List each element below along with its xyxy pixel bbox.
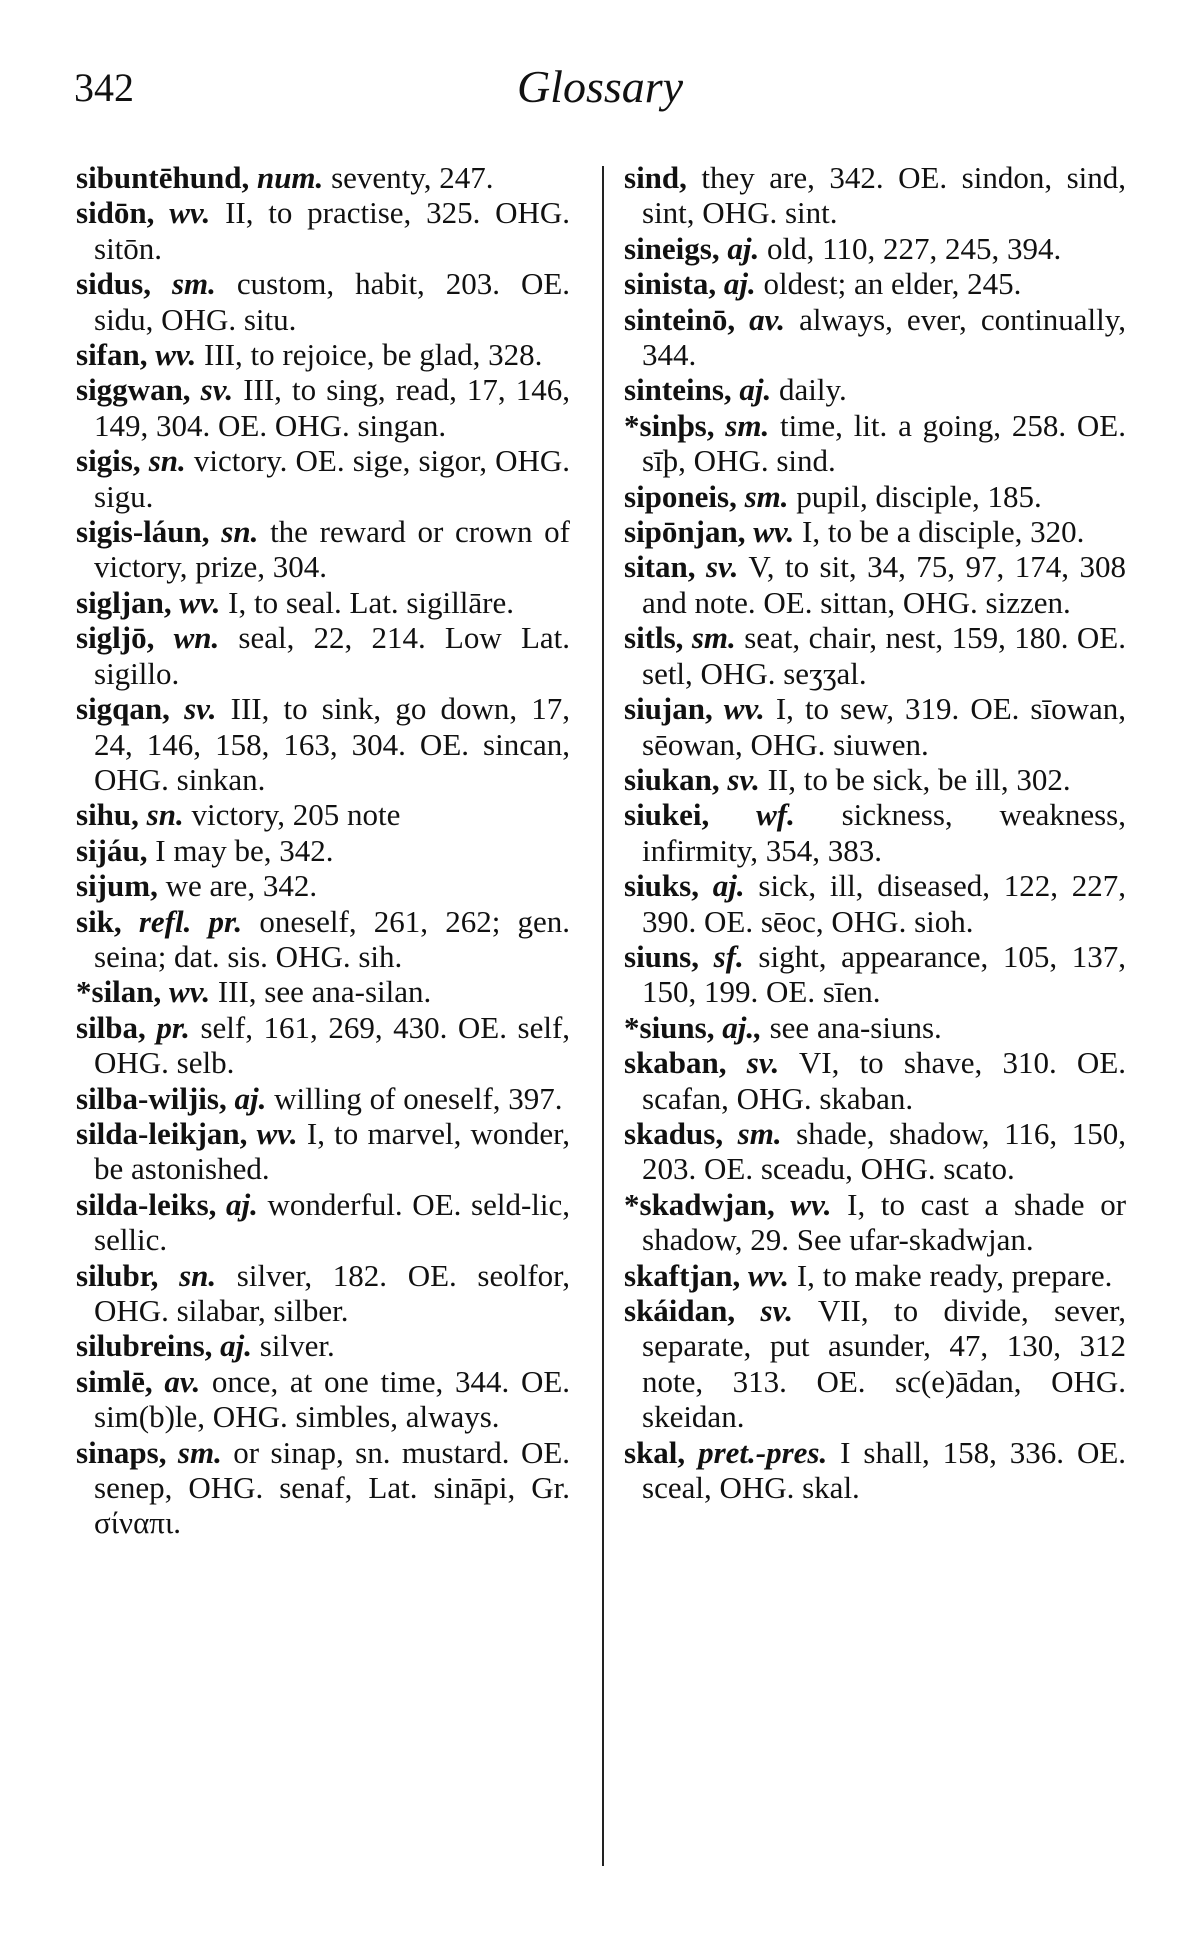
glossary-entry: [624, 408, 1126, 479]
entry-definition: pupil, disciple, 185.: [796, 478, 1042, 514]
entry-definition: V, to sit, 34, 75, 97, 174, 308 and note. OE. sittan, OHG. sizzen.: [642, 549, 1126, 620]
glossary-entry: [624, 372, 1126, 407]
entry-grammar: aj.: [234, 1080, 267, 1116]
glossary-entry: [624, 1187, 1126, 1258]
glossary-entry: [624, 868, 1126, 939]
entry-headword: sifan,: [76, 337, 148, 373]
entry-definition: II, to be sick, be ill, 302.: [767, 761, 1071, 797]
glossary-entry: [76, 195, 570, 266]
glossary-entry: [76, 691, 570, 797]
glossary-entry: [624, 549, 1126, 620]
entry-headword: skadus,: [624, 1115, 724, 1151]
entry-headword: sineigs,: [624, 230, 720, 266]
entry-definition: willing of oneself, 397.: [274, 1080, 563, 1116]
entry-headword: silba-wiljis,: [76, 1080, 227, 1116]
entry-definition: I, to seal. Lat. sigillāre.: [228, 584, 514, 620]
entry-grammar: wv.: [753, 514, 795, 550]
entry-definition: seal, 22, 214. Low Lat. sigillo.: [94, 620, 570, 691]
entry-grammar: wv.: [169, 195, 211, 231]
entry-grammar: sm.: [171, 266, 216, 302]
entry-headword: *skadwjan,: [624, 1186, 775, 1222]
glossary-entry: [624, 1258, 1126, 1293]
entry-grammar: sm.: [177, 1434, 222, 1470]
entry-headword: sinaps,: [76, 1434, 167, 1470]
entry-definition: they are, 342. OE. sindon, sind, sint, OHG. sint.: [642, 160, 1127, 231]
entry-grammar: sn.: [179, 1257, 217, 1293]
entry-grammar: num.: [256, 160, 324, 195]
entry-definition: silver, 182. OE. seolfor, OHG. silabar, silber.: [94, 1257, 570, 1328]
entry-grammar: sv.: [760, 1293, 793, 1328]
entry-definition: III, to sink, go down, 17, 24, 146, 158, 163, 304. OE. sincan, OHG. sinkan.: [94, 691, 570, 797]
entry-grammar: sf.: [713, 938, 744, 974]
glossary-entry: [624, 1435, 1126, 1506]
entry-definition: III, to sing, read, 17, 146, 149, 304. OE. OHG. singan.: [94, 372, 570, 443]
entry-headword: silda-leiks,: [76, 1186, 217, 1222]
entry-headword: simlē,: [76, 1363, 153, 1399]
entry-definition: seat, chair, nest, 159, 180. OE. setl, OHG. seʒʒal.: [642, 620, 1126, 691]
glossary-entry: [624, 1045, 1126, 1116]
entry-grammar: av.: [164, 1363, 201, 1399]
entry-headword: sitls,: [624, 620, 684, 656]
entry-definition: once, at one time, 344. OE. sim(b)le, OHG. simbles, always.: [94, 1363, 571, 1435]
entry-headword: sinteinō,: [624, 301, 736, 337]
entry-headword: siuks,: [624, 868, 699, 904]
entry-grammar: av.: [749, 301, 786, 337]
glossary-entry: [624, 302, 1126, 373]
entry-headword: skaban,: [624, 1045, 727, 1081]
entry-definition: II, to practise, 325. OHG. sitōn.: [94, 195, 571, 266]
entry-grammar: wn.: [173, 620, 220, 656]
entry-definition: sight, appearance, 105, 137, 150, 199. OE. sīen.: [642, 938, 1126, 1010]
entry-definition: I, to be a disciple, 320.: [802, 514, 1085, 550]
entry-definition: the reward or crown of victory, prize, 304.: [94, 514, 571, 585]
entry-definition: shade, shadow, 116, 150, 203. OE. sceadu, OHG. scato.: [642, 1115, 1126, 1187]
entry-definition: daily.: [779, 372, 847, 408]
entry-grammar: wv.: [790, 1186, 832, 1222]
glossary-entry: [624, 479, 1126, 514]
entry-headword: siuns,: [624, 938, 699, 974]
glossary-entry: [76, 868, 570, 903]
entry-headword: sinteins,: [624, 372, 732, 408]
entry-grammar: aj.: [220, 1328, 253, 1364]
glossary-entry: [76, 1081, 570, 1116]
entry-headword: sidōn,: [76, 195, 155, 231]
entry-grammar: sn.: [221, 514, 259, 550]
entry-definition: oldest; an elder, 245.: [763, 266, 1022, 302]
glossary-entry: [624, 266, 1126, 301]
entry-definition: victory, 205 note: [191, 797, 401, 833]
entry-grammar: sm.: [725, 407, 770, 443]
entry-grammar: sm.: [737, 1115, 782, 1151]
glossary-entry: [76, 1116, 570, 1187]
entry-definition: I shall, 158, 336. OE. sceal, OHG. skal.: [642, 1434, 1127, 1506]
entry-headword: siukan,: [624, 761, 720, 797]
entry-grammar: sm.: [691, 620, 736, 656]
entry-definition: III, to rejoice, be glad, 328.: [204, 337, 543, 373]
entry-headword: sibuntēhund,: [76, 160, 250, 195]
entry-definition: always, ever, continually, 344.: [642, 301, 1127, 373]
glossary-left-column: [76, 160, 570, 1541]
entry-headword: silba,: [76, 1009, 146, 1045]
entry-headword: sihu,: [76, 797, 139, 833]
entry-grammar: wv.: [169, 974, 211, 1010]
entry-headword: sigljō,: [76, 620, 155, 656]
entry-definition: VI, to shave, 310. OE. scafan, OHG. skaban.: [642, 1045, 1127, 1116]
entry-grammar: sn.: [148, 443, 186, 479]
entry-grammar: sv.: [184, 691, 217, 727]
glossary-entry: [76, 266, 570, 337]
entry-headword: sind,: [624, 160, 687, 195]
entry-grammar: sv.: [200, 372, 234, 408]
entry-headword: *silan,: [76, 974, 162, 1010]
entry-definition: seventy, 247.: [331, 160, 494, 195]
entry-headword: sijum,: [76, 868, 158, 904]
entry-definition: victory. OE. sige, sigor, OHG. sigu.: [94, 443, 571, 514]
entry-headword: silubr,: [76, 1257, 159, 1293]
glossary-entry: [76, 797, 570, 832]
entry-definition: I, to marvel, wonder, be astonished.: [94, 1115, 571, 1187]
glossary-entry: [624, 620, 1126, 691]
entry-definition: III, see ana-silan.: [217, 974, 432, 1010]
glossary-entry: [76, 1187, 570, 1258]
entry-definition: self, 161, 269, 430. OE. self, OHG. selb.: [94, 1009, 571, 1081]
glossary-entry: [76, 585, 570, 620]
entry-headword: sigis-láun,: [76, 514, 210, 550]
entry-grammar: wv.: [155, 337, 197, 373]
entry-definition: sick, ill, diseased, 122, 227, 390. OE. sēoc, OHG. sioh.: [642, 868, 1126, 939]
column-divider: [602, 166, 604, 1866]
glossary-entry: [624, 160, 1126, 231]
glossary-right-column: [624, 160, 1126, 1505]
entry-headword: skal,: [624, 1434, 686, 1470]
glossary-entry: [624, 1293, 1126, 1435]
entry-grammar: wv.: [256, 1115, 298, 1151]
glossary-entry: [76, 904, 570, 975]
entry-grammar: sv.: [746, 1045, 780, 1081]
glossary-entry: [76, 372, 570, 443]
entry-definition: silver.: [259, 1328, 335, 1364]
glossary-entry: [624, 514, 1126, 549]
entry-definition: I may be, 342.: [155, 832, 334, 868]
entry-grammar: aj.: [739, 372, 772, 408]
entry-headword: sidus,: [76, 266, 151, 302]
entry-headword: sinista,: [624, 266, 717, 302]
entry-grammar: wv.: [748, 1257, 790, 1293]
glossary-entry: [624, 231, 1126, 266]
glossary-entry: [76, 160, 570, 195]
entry-grammar: wf.: [756, 797, 795, 833]
glossary-entry: [76, 514, 570, 585]
entry-definition: see ana-siuns.: [769, 1009, 942, 1045]
glossary-entry: [76, 1258, 570, 1329]
entry-grammar: sv.: [705, 549, 739, 585]
entry-grammar: sv.: [727, 761, 760, 797]
entry-grammar: wv.: [723, 691, 765, 727]
glossary-entry: [624, 1116, 1126, 1187]
glossary-entry: [76, 833, 570, 868]
glossary-entry: [624, 939, 1126, 1010]
entry-headword: sigis,: [76, 443, 141, 479]
entry-headword: *sinþs,: [624, 407, 715, 443]
entry-definition: or sinap, sn. mustard. OE. senep, OHG. senaf, Lat. sināpi, Gr. σίναπι.: [94, 1434, 571, 1541]
entry-headword: skaftjan,: [624, 1257, 741, 1293]
entry-grammar: pret.-pres.: [698, 1434, 828, 1470]
glossary-entry: [76, 443, 570, 514]
entry-grammar: aj.: [723, 266, 756, 302]
entry-definition: time, lit. a going, 258. OE. sīþ, OHG. sind.: [642, 407, 1126, 479]
entry-headword: siujan,: [624, 691, 713, 727]
entry-headword: sik,: [76, 903, 122, 939]
glossary-entry: [624, 1010, 1126, 1045]
entry-definition: I, to sew, 319. OE. sīowan, sēowan, OHG. siuwen.: [642, 691, 1127, 762]
page-number: 342: [74, 65, 134, 110]
glossary-entry: [624, 762, 1126, 797]
entry-definition: VII, to divide, sever, separate, put asunder, 47, 130, 312 note, 313. OE. sc(e)ādan, OHG. skeidan.: [642, 1293, 1127, 1435]
entry-definition: custom, habit, 203. OE. sidu, OHG. situ.: [94, 266, 571, 337]
entry-definition: wonderful. OE. seld-lic, sellic.: [94, 1186, 570, 1258]
entry-grammar: refl. pr.: [138, 903, 243, 939]
entry-headword: sigljan,: [76, 584, 172, 620]
entry-definition: we are, 342.: [165, 868, 318, 904]
running-head-title: Glossary: [516, 61, 684, 112]
glossary-entry: [624, 691, 1126, 762]
entry-definition: old, 110, 227, 245, 394.: [766, 230, 1062, 266]
entry-grammar: aj.,: [722, 1009, 762, 1045]
glossary-entry: [76, 1364, 570, 1435]
glossary-entry: [76, 1010, 570, 1081]
entry-headword: *siuns,: [624, 1009, 715, 1045]
entry-definition: I, to cast a shade or shadow, 29. See ufar-skadwjan.: [642, 1186, 1127, 1258]
entry-headword: siukei,: [624, 797, 710, 833]
entry-grammar: sm.: [744, 478, 789, 514]
entry-headword: skáidan,: [624, 1293, 736, 1328]
entry-headword: silubreins,: [76, 1328, 213, 1364]
entry-headword: sitan,: [624, 549, 696, 585]
entry-headword: silda-leikjan,: [76, 1115, 248, 1151]
entry-grammar: aj.: [226, 1186, 258, 1222]
entry-grammar: pr.: [156, 1009, 190, 1045]
glossary-entry: [76, 620, 570, 691]
entry-grammar: aj.: [712, 868, 745, 904]
entry-headword: sijáu,: [76, 832, 148, 868]
entry-headword: siponeis,: [624, 478, 737, 514]
glossary-entry: [76, 974, 570, 1009]
entry-definition: oneself, 261, 262; gen. seina; dat. sis. OHG. sih.: [94, 903, 571, 974]
entry-grammar: sn.: [146, 797, 184, 833]
glossary-entry: [624, 797, 1126, 868]
entry-definition: I, to make ready, prepare.: [796, 1257, 1113, 1293]
entry-headword: siggwan,: [76, 372, 191, 408]
glossary-entry: [76, 1435, 570, 1541]
entry-headword: sigqan,: [76, 691, 170, 727]
glossary-entry: [76, 1328, 570, 1363]
entry-headword: sipōnjan,: [624, 514, 746, 550]
entry-definition: sickness, weakness, infirmity, 354, 383.: [642, 797, 1126, 868]
glossary-entry: [76, 337, 570, 372]
entry-grammar: wv.: [179, 584, 221, 620]
entry-grammar: aj.: [727, 230, 760, 266]
